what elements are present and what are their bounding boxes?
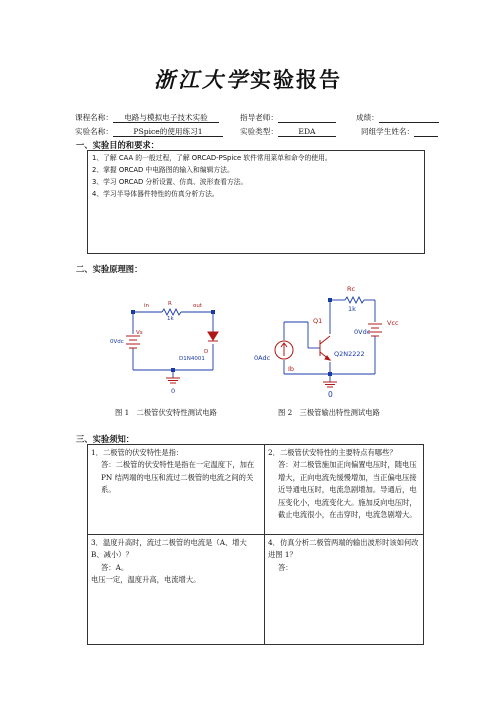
requirements-table	[87, 444, 424, 645]
grade-row	[356, 112, 439, 123]
question-cell	[265, 535, 424, 645]
partner-row	[361, 126, 438, 137]
question-1: 1．二极管的伏安特性是指：	[91, 448, 184, 457]
exp-label: 实验名称：	[75, 127, 113, 136]
partner-value	[414, 127, 438, 137]
label-q1: Q1	[313, 317, 323, 325]
question-2: 2．二极管伏安特性的主要特点有哪些？	[268, 448, 397, 457]
partner-label: 同组学生姓名：	[361, 127, 415, 136]
label-out: out	[193, 303, 203, 309]
exp-row	[75, 126, 223, 137]
label-rc: Rc	[347, 285, 356, 293]
section2-heading: 二、实验原理图：	[76, 264, 143, 274]
question-cell	[88, 445, 265, 535]
question-cell	[265, 445, 424, 535]
goal-item: 2、掌握 ORCAD 中电路图的输入和编辑方法。	[92, 166, 234, 174]
label-in: in	[144, 303, 150, 309]
goal-item: 3、学习 ORCAD 分析设置、仿真、波形查看方法。	[92, 178, 248, 186]
label-gnd: 0	[328, 390, 333, 399]
label-vs-value: 0Vdc	[110, 339, 124, 345]
question-4: 4．仿真分析二极管两端的输出波形时该如何改进图 1？	[268, 538, 419, 560]
label-ib: Ib	[288, 365, 295, 373]
report-word: 实验报告	[250, 67, 342, 92]
label-q-part: Q2N2222	[334, 350, 365, 358]
label-d: D	[204, 349, 209, 355]
course-value: 电路与模拟电子技术实验	[113, 113, 219, 123]
question-3: 3．温度升高时，流过二极管的电流是（A、增大 B、减小）？	[91, 538, 262, 560]
label-diode-part: D1N4001	[179, 356, 205, 362]
university-name: 浙江大学	[154, 67, 250, 92]
goal-item: 1、了解 CAA 的一般过程，了解 ORCAD-PSpice 软件常用菜单和命令的使用。	[92, 154, 332, 162]
teacher-row	[240, 112, 336, 123]
report-title	[0, 64, 496, 94]
teacher-label: 指导老师：	[240, 113, 278, 122]
label-rc-value: 1k	[348, 305, 356, 313]
grade-value	[379, 113, 439, 123]
transistor-circuit-figure	[250, 278, 410, 402]
type-row	[240, 126, 336, 137]
type-value: EDA	[278, 127, 336, 137]
teacher-value	[278, 113, 336, 123]
label-gnd: 0	[171, 387, 176, 395]
answer-3-note: 电压一定，温度升高，电流增大。	[91, 575, 201, 585]
course-row	[75, 112, 219, 123]
grade-label: 成绩：	[356, 113, 379, 122]
question-cell	[88, 535, 265, 645]
answer-3: 答：A。	[101, 562, 129, 572]
exp-value: PSpice的使用练习1	[113, 127, 223, 137]
table-row	[88, 535, 424, 645]
diode-circuit-figure	[100, 290, 230, 400]
section1-heading: 一、实验目的和要求：	[76, 140, 159, 150]
answer-1: 答：二极管的伏安特性是指在一定温度下，加在 PN 结两端的电压和流过二极管的电流之间的关系。	[101, 460, 255, 495]
figure1-caption: 图 1 二极管伏安特性测试电路	[115, 408, 217, 417]
label-r-value: 1k	[167, 316, 174, 322]
label-vs: Vs	[136, 330, 143, 336]
figure2-caption: 图 2 三极管输出特性测试电路	[278, 408, 380, 417]
answer-2: 答：对二极管施加正向偏置电压时，随电压增大，正向电流先缓慢增加，当正偏电压接近导通电压时，电流急剧增加。导通后，电压变化小，电流变化大。施加反向电压时，截止电流很小，在击穿时，电流急剧增大。	[278, 460, 417, 520]
section3-heading: 三、实验须知：	[76, 434, 135, 444]
goals-box	[87, 150, 425, 254]
goal-item: 4、学习半导体器件特性的仿真分析方法。	[92, 190, 219, 198]
label-vcc-value: 0Vdc	[354, 328, 371, 336]
course-label: 课程名称：	[75, 113, 113, 122]
label-vcc: Vcc	[387, 319, 399, 327]
label-r: R	[168, 301, 172, 307]
label-ib-value: 0Adc	[254, 354, 271, 362]
type-label: 实验类型：	[240, 127, 278, 136]
answer-4: 答：	[278, 562, 293, 572]
table-row	[88, 445, 424, 535]
